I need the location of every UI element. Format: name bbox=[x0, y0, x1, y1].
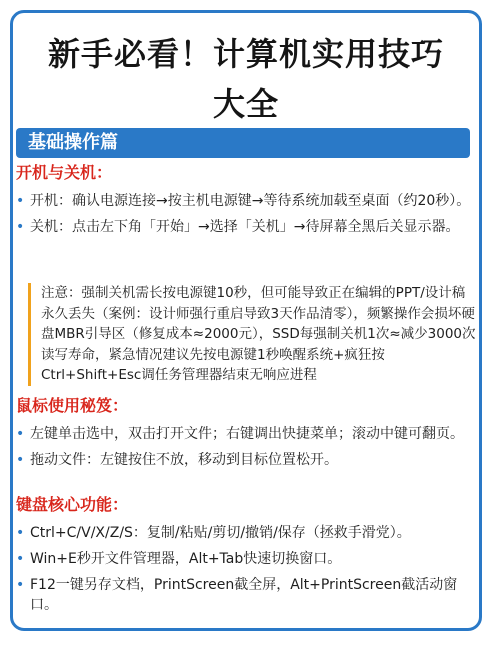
power-section bbox=[16, 161, 476, 237]
mouse-heading: 鼠标使用秘笈： bbox=[16, 396, 129, 415]
list-item-text: Ctrl+C/V/X/Z/S：复制/粘贴/剪切/撤销/保存（拯救手滑党）。 bbox=[30, 525, 411, 541]
page-title-line2: 大全 bbox=[212, 85, 279, 123]
list-item bbox=[16, 424, 476, 444]
keyboard-section bbox=[16, 493, 476, 615]
list-item-text: 左键单击选中，双击打开文件；右键调出快捷菜单；滚动中键可翻页。 bbox=[30, 426, 464, 442]
warning-note bbox=[28, 283, 478, 386]
list-item bbox=[16, 575, 476, 615]
bullet-icon: • bbox=[16, 219, 25, 235]
list-item bbox=[16, 217, 476, 237]
bullet-icon: • bbox=[16, 577, 25, 593]
bullet-icon: • bbox=[16, 426, 25, 442]
list-item-text: Win+E秒开文件管理器，Alt+Tab快速切换窗口。 bbox=[30, 551, 342, 567]
power-heading: 开机与关机： bbox=[16, 163, 113, 182]
list-item bbox=[16, 523, 476, 543]
section-header: 基础操作篇 bbox=[16, 128, 470, 158]
power-list bbox=[16, 191, 476, 237]
warning-note-text: 注意：强制关机需长按电源键10秒，但可能导致正在编辑的PPT/设计稿永久丢失（案例：设计师强行重启导致3天作品清零），频繁操作会损坏硬盘MBR引导区（修复成本≈2000元），SSD每强制关机1次≈减少3000次读写寿命，紧急情况建议先按电源键1秒唤醒系统+疯狂按Ctrl+Shift+Esc调任务管理器结束无响应进程 bbox=[41, 285, 476, 383]
keyboard-heading: 键盘核心功能： bbox=[16, 495, 129, 514]
list-item-text: 开机：确认电源连接→按主机电源键→等待系统加载至桌面（约20秒）。 bbox=[30, 193, 471, 209]
page-title-line1: 新手必看！计算机实用技巧 bbox=[47, 35, 444, 73]
bullet-icon: • bbox=[16, 525, 25, 541]
list-item bbox=[16, 191, 476, 211]
mouse-list bbox=[16, 424, 476, 470]
list-item-text: F12一键另存文档，PrintScreen截全屏，Alt+PrintScreen截活动窗口。 bbox=[30, 577, 458, 613]
bullet-icon: • bbox=[16, 551, 25, 567]
list-item-text: 拖动文件：左键按住不放，移动到目标位置松开。 bbox=[30, 452, 338, 468]
mouse-section bbox=[16, 394, 476, 470]
list-item bbox=[16, 450, 476, 470]
keyboard-list bbox=[16, 523, 476, 615]
page-title bbox=[13, 29, 479, 129]
list-item-text: 关机：点击左下角「开始」→选择「关机」→待屏幕全黑后关显示器。 bbox=[30, 219, 460, 235]
bullet-icon: • bbox=[16, 193, 25, 209]
list-item bbox=[16, 549, 476, 569]
bullet-icon: • bbox=[16, 452, 25, 468]
